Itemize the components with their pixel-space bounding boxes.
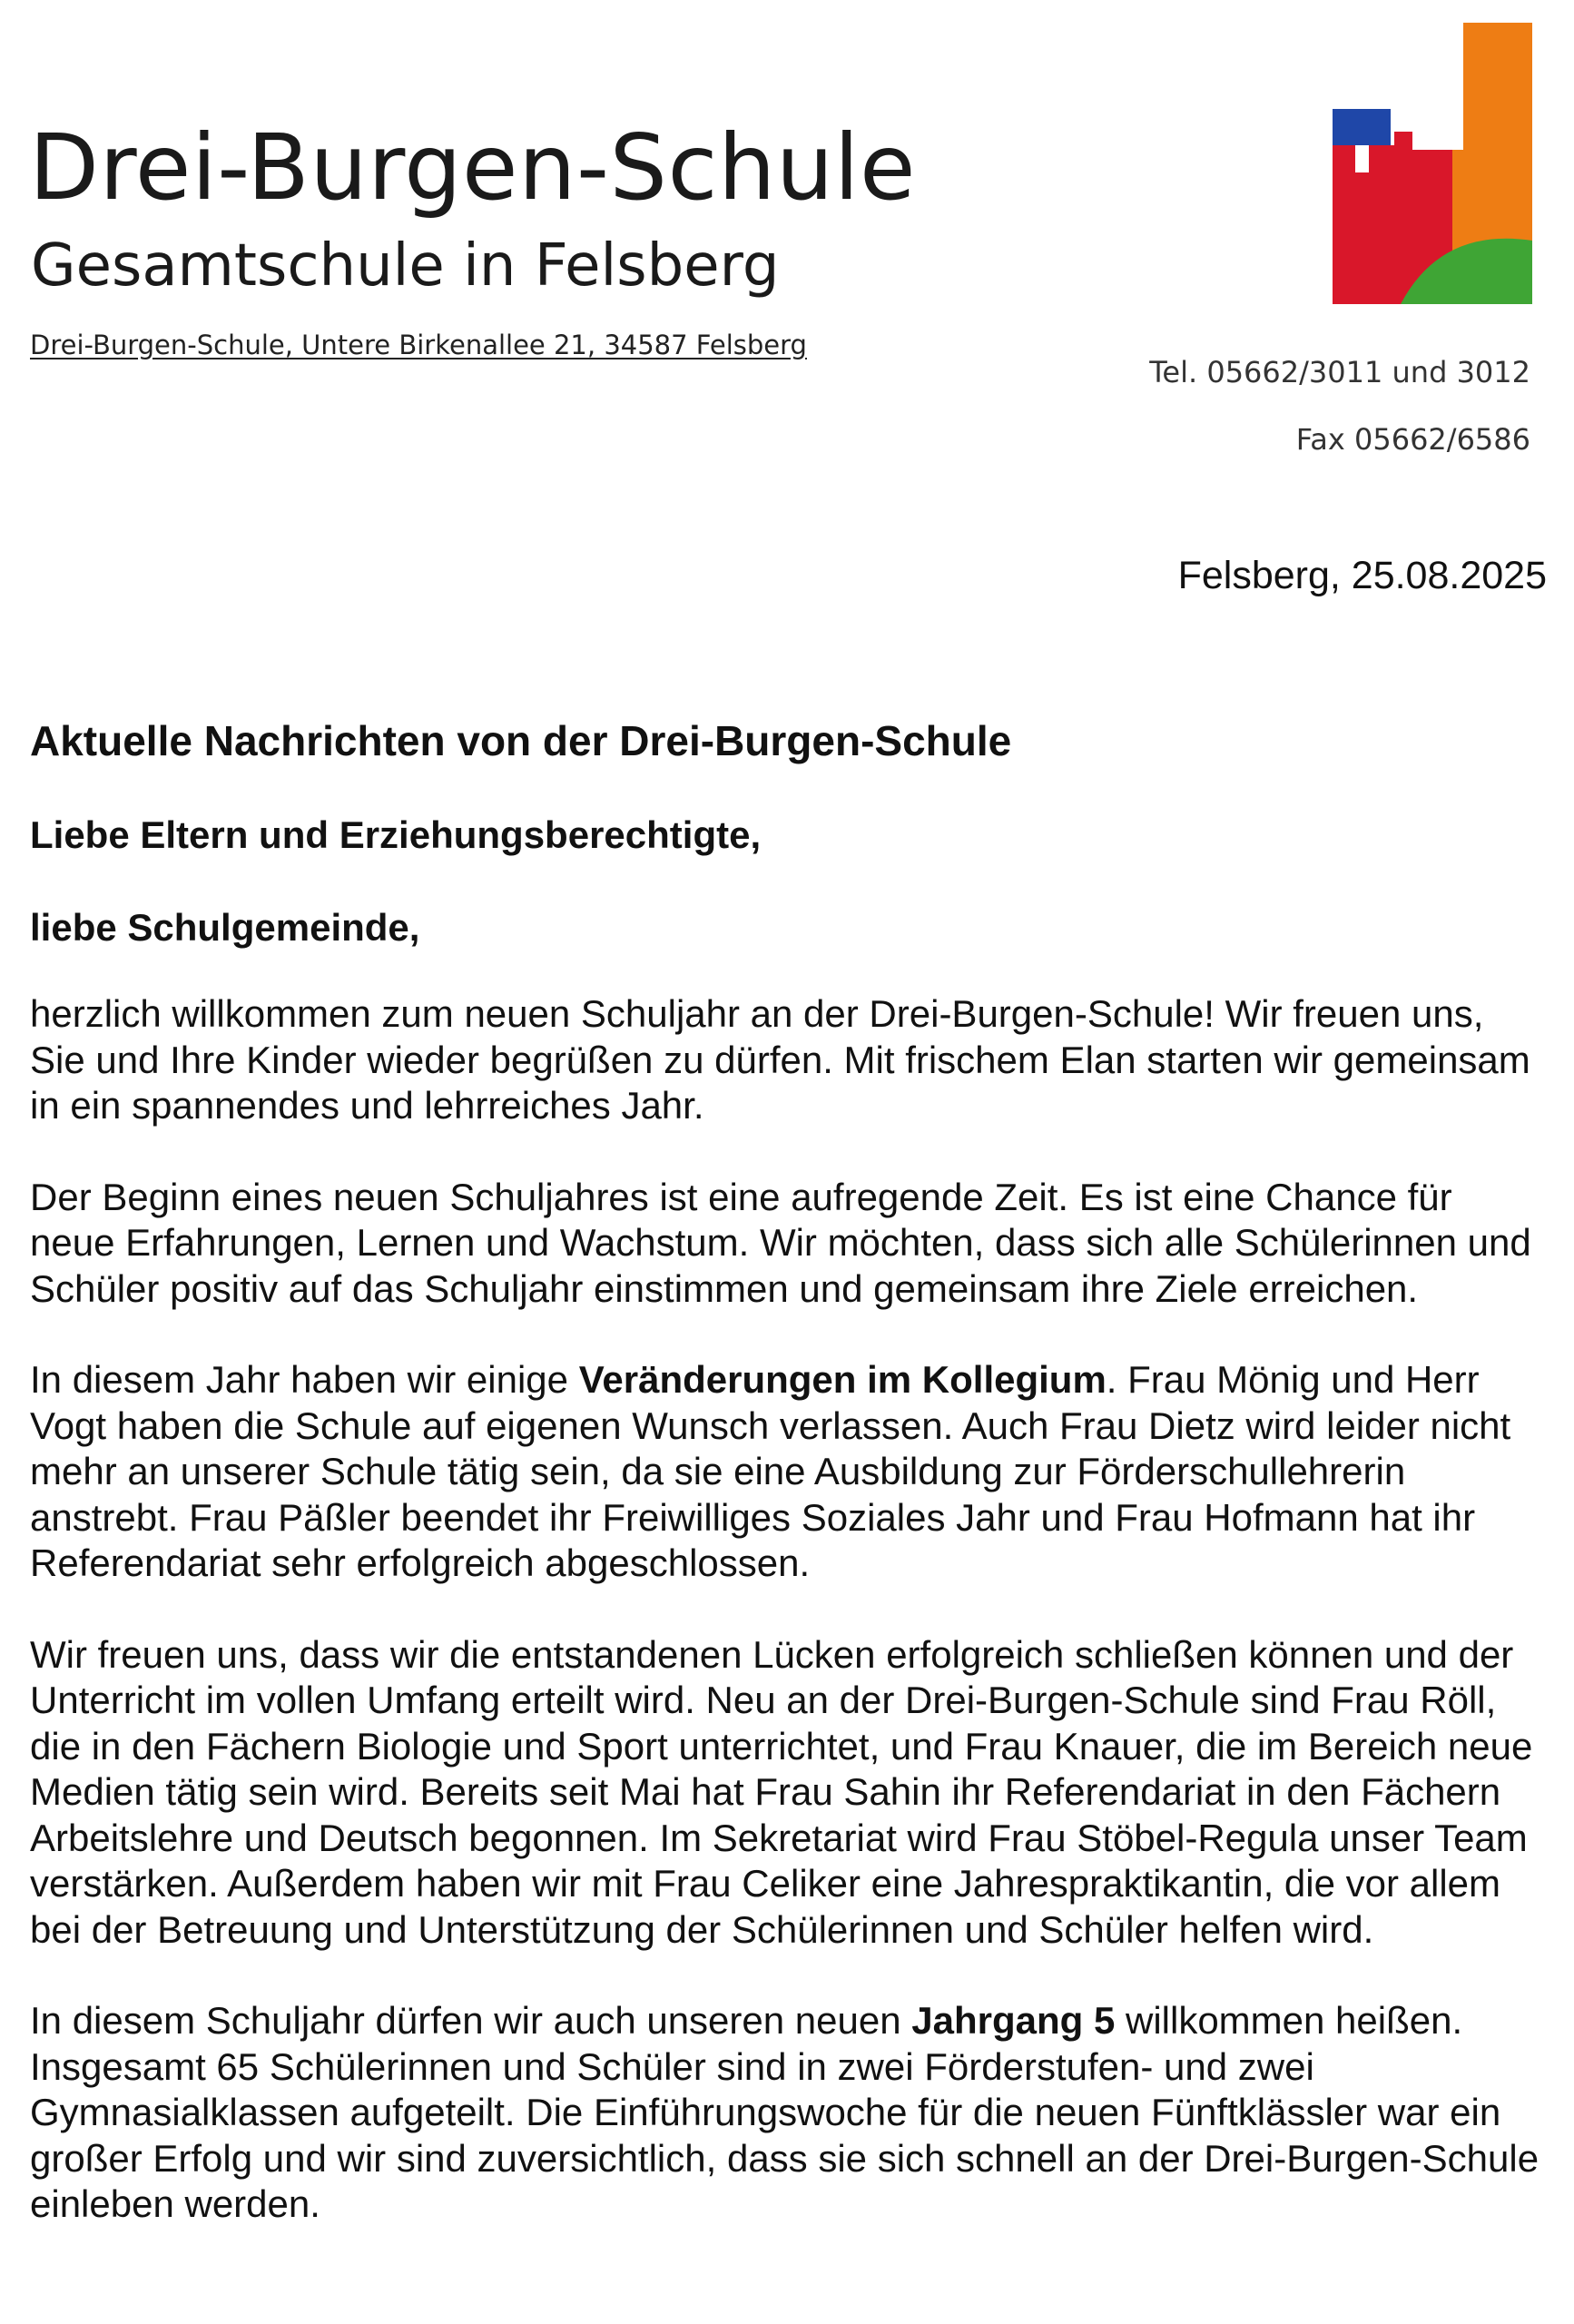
paragraph-grade-5	[30, 1998, 1546, 2228]
school-logo	[1333, 23, 1532, 304]
paragraph-staff-changes	[30, 1357, 1546, 1587]
salutation-parents: Liebe Eltern und Erziehungsberechtigte,	[30, 813, 762, 856]
paragraph-new-year: Der Beginn eines neuen Schuljahres ist eine aufregende Zeit. Es ist eine Chance für neue Erfahrungen, Lernen und Wachstum. Wir möchten, dass sich alle Schülerinnen und Schüler positiv auf das Schuljahr einstimmen und gemeinsam ihre Ziele erreichen.	[30, 1175, 1531, 1310]
letter-date: Felsberg, 25.08.2025	[1177, 554, 1547, 597]
grade-5-highlight: Jahrgang 5	[911, 1999, 1116, 2042]
grade-5-details: willkommen heißen. Insgesamt 65 Schülerinnen und Schüler sind in zwei Förderstufen- und zwei Gymnasialklassen aufgeteilt. Die Einführungswoche für die neuen Fünftklässler war ein großer Erfolg und wir sind zuversichtlich, dass sie sich schnell an der Drei-Burgen-Schule einleben werden.	[30, 1999, 1540, 2225]
logo-blue-block	[1333, 109, 1391, 145]
paragraph-new-staff: Wir freuen uns, dass wir die entstandenen Lücken erfolgreich schließen können und der Unterricht im vollen Umfang erteilt wird. Neu an der Drei-Burgen-Schule sind Frau Röll, die in den Fächern Biologie und Sport unterrichtet, und Frau Knauer, die im Bereich neue Medien tätig sein wird. Bereits seit Mai hat Frau Sahin ihr Referendariat in den Fächern Arbeitslehre und Deutsch begonnen. Im Sekretariat wird Frau Stöbel-Regula unser Team verstärken. Außerdem haben wir mit Frau Celiker eine Jahrespraktikantin, die vor allem bei der Betreuung und Unterstützung der Schülerinnen und Schüler helfen wird.	[30, 1632, 1533, 1951]
school-subtitle: Gesamtschule in Felsberg	[31, 232, 780, 300]
fax-number: Fax 05662/6586	[1295, 422, 1530, 457]
paragraph-welcome: herzlich willkommen zum neuen Schuljahr an der Drei-Burgen-Schule! Wir freuen uns, Sie und Ihre Kinder wieder begrüßen zu dürfen. Mit frischem Elan starten wir gemeinsam in ein spannendes und lehrreiches Jahr.	[30, 992, 1530, 1127]
staff-changes-highlight: Veränderungen im Kollegium	[578, 1358, 1107, 1401]
phone-number: Tel. 05662/3011 und 3012	[1149, 355, 1530, 389]
staff-changes-intro: In diesem Jahr haben wir einige	[30, 1358, 579, 1401]
school-name: Drei-Burgen-Schule	[29, 114, 917, 221]
letter-body	[30, 714, 1546, 2228]
salutation-community: liebe Schulgemeinde,	[30, 906, 420, 949]
staff-changes-details: . Frau Mönig und Herr Vogt haben die Schule auf eigenen Wunsch verlassen. Auch Frau Dietz wird leider nicht mehr an unserer Schule tätig sein, da sie eine Ausbildung zur Förderschullehrerin anstrebt. Frau Päßler beendet ihr Freiwilliges Soziales Jahr und Frau Hofmann hat ihr Referendariat sehr erfolgreich abgeschlossen.	[30, 1358, 1511, 1584]
grade-5-intro: In diesem Schuljahr dürfen wir auch unseren neuen	[30, 1999, 912, 2042]
sender-address: Drei-Burgen-Schule, Untere Birkenallee 21, 34587 Felsberg	[30, 330, 807, 360]
letter-heading: Aktuelle Nachrichten von der Drei-Burgen-Schule	[30, 717, 1012, 764]
